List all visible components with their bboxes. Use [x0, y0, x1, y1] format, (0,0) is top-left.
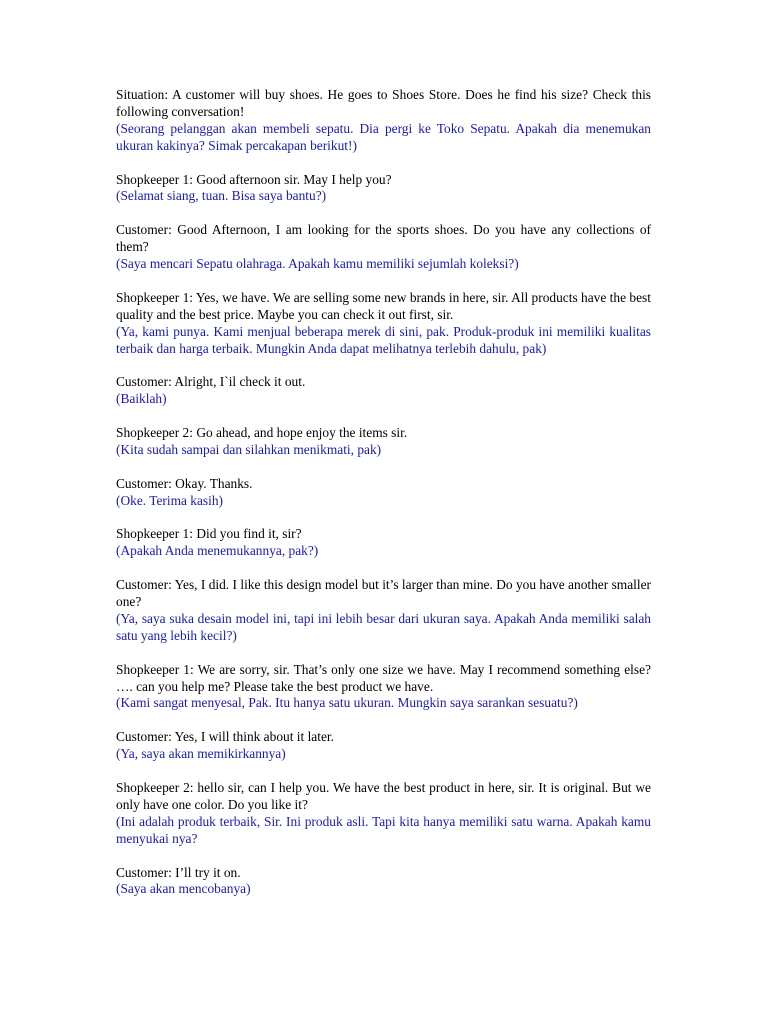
paragraph-situation — [116, 87, 651, 155]
english-text: Customer: Alright, I`il check it out. — [116, 374, 306, 390]
indonesian-translation: (Kami sangat menyesal, Pak. Itu hanya satu ukuran. Mungkin saya sarankan sesuatu?) — [116, 695, 578, 711]
indonesian-translation: (Saya mencari Sepatu olahraga. Apakah kamu memiliki sejumlah koleksi?) — [116, 256, 519, 272]
indonesian-translation: (Selamat siang, tuan. Bisa saya bantu?) — [116, 188, 327, 204]
indonesian-translation: (Seorang pelanggan akan membeli sepatu. Dia pergi ke Toko Sepatu. Apakah dia menemukan ukuran kakinya? Simak percakapan berikut!) — [116, 120, 651, 153]
indonesian-translation: (Kita sudah sampai dan silahkan menikmati, pak) — [116, 441, 382, 457]
english-text: Customer: Good Afternoon, I am looking for the sports shoes. Do you have any collections of them? — [116, 222, 651, 255]
indonesian-translation: (Ya, saya suka desain model ini, tapi ini lebih besar dari ukuran saya. Apakah Anda memiliki salah satu yang lebih kecil?) — [116, 610, 651, 643]
english-text: Shopkeeper 2: Go ahead, and hope enjoy the items sir. — [116, 425, 408, 441]
indonesian-translation: (Baiklah) — [116, 391, 167, 407]
english-text: Customer: Yes, I did. I like this design model but it’s larger than mine. Do you have another smaller one? — [116, 577, 651, 610]
english-text: Shopkeeper 1: Did you find it, sir? — [116, 526, 302, 542]
indonesian-translation: (Ini adalah produk terbaik, Sir. Ini produk asli. Tapi kita hanya memiliki satu warna. Apakah kamu menyukai nya? — [116, 813, 651, 846]
english-text: Customer: Yes, I will think about it later. — [116, 729, 334, 745]
dialogue-line — [116, 222, 651, 273]
dialogue-line — [116, 729, 651, 763]
english-text: Situation: A customer will buy shoes. He goes to Shoes Store. Does he find his size? Check this following conversation! — [116, 87, 651, 119]
english-text: Shopkeeper 2: hello sir, can I help you. We have the best product in here, sir. It is original. But we only have one color. Do you like it? — [116, 779, 651, 812]
english-text: Customer: I’ll try it on. — [116, 864, 241, 880]
dialogue-line — [116, 172, 651, 206]
dialogue-line — [116, 374, 651, 408]
dialogue-line — [116, 662, 651, 713]
dialogue-line — [116, 780, 651, 848]
dialogue-line — [116, 526, 651, 560]
english-text: Shopkeeper 1: We are sorry, sir. That’s only one size we have. May I recommend something else? …. can you help me? Please take the best product we have. — [116, 661, 651, 694]
indonesian-translation: (Oke. Terima kasih) — [116, 492, 224, 508]
dialogue-line — [116, 290, 651, 358]
indonesian-translation: (Ya, kami punya. Kami menjual beberapa merek di sini, pak. Produk-produk ini memiliki kualitas terbaik dan harga terbaik. Mungkin Anda dapat melihatnya terlebih dahulu, pak) — [116, 323, 651, 356]
dialogue-line — [116, 476, 651, 510]
document-body — [116, 87, 651, 915]
english-text: Customer: Okay. Thanks. — [116, 475, 253, 491]
indonesian-translation: (Apakah Anda menemukannya, pak?) — [116, 543, 319, 559]
indonesian-translation: (Saya akan mencobanya) — [116, 881, 251, 897]
english-text: Shopkeeper 1: Yes, we have. We are selling some new brands in here, sir. All products have the best quality and the best price. Maybe you can check it out first, sir. — [116, 289, 651, 322]
english-text: Shopkeeper 1: Good afternoon sir. May I help you? — [116, 171, 392, 187]
indonesian-translation: (Ya, saya akan memikirkannya) — [116, 746, 286, 762]
dialogue-line — [116, 425, 651, 459]
dialogue-line — [116, 577, 651, 645]
dialogue-line — [116, 865, 651, 899]
